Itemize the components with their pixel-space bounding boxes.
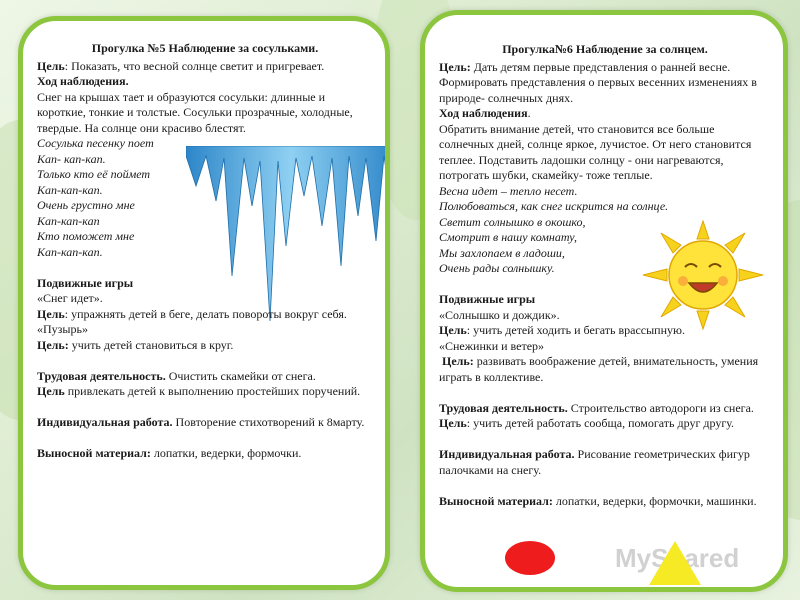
poem-line: Полюбоваться, как снег искрится на солнце. [439,199,669,213]
yellow-triangle-shape [649,541,701,585]
walk-6-title: Прогулка№6 Наблюдение за солнцем. [502,42,708,56]
poem-line: Кто поможет мне [37,229,135,243]
poem-line: Только кто её поймет [37,167,151,181]
poem-line: Светит солнышко в окошко, [439,214,586,229]
observation-text: Снег на крышах тает и образуются сосульки: длинные и короткие, тонкие и толстые. Сосульки прозрачные, холодные, твердые. На солнце они красиво блестят. [37,89,353,135]
labor-goal: Цель привлекать детей к выполнению простейших поручений. [37,384,361,398]
walk-5-content [37,41,373,462]
walk-5-title: Прогулка №5 Наблюдение за сосульками. [91,41,319,55]
game-title: «Солнышко и дождик». [439,307,560,322]
poem-line: Кап- кап-кап. [37,151,106,166]
myshared-watermark: MyShared [615,543,740,573]
poem-line: Мы захлопаем в ладоши, [439,245,565,260]
poem-line: Кап-кап-кап. [37,244,103,259]
game-goal: Цель: развивать воображение детей, внимательность, умения играть в коллективе. [439,354,759,384]
game-goal: Цель: упражнять детей в беге, делать повороты вокруг себя. [37,306,347,321]
individual-work: Индивидуальная работа. Рисование геометрических фигур палочками на снегу. [439,447,750,477]
labor-line: Трудовая деятельность. Строительство автодороги из снега. [439,400,754,415]
walk-6-panel [420,10,788,592]
red-circle-shape [505,541,555,575]
observation-heading: Ход наблюдения. [439,106,531,120]
game-goal: Цель: учить детей ходить и бегать врассыпную. [439,323,685,337]
walk-6-content [439,42,771,509]
games-heading: Подвижные игры [439,292,536,306]
poem-line: Кап-кап-кап. [37,182,103,197]
labor-goal: Цель: учить детей работать сообща, помогать друг другу. [439,416,735,430]
observation-heading: Ход наблюдения. [37,74,129,88]
material-line: Выносной материал: лопатки, ведерки, формочки, машинки. [439,493,757,508]
poem-line: Сосулька песенку поет [37,136,154,150]
poem-line: Очень грустно мне [37,198,135,212]
goal-line: Цель: Дать детям первые представления о ранней весне. Формировать представления о первых весенних изменениях в природе- солнечных днях. [439,59,757,105]
game-title: «Снег идет». [37,291,103,305]
poem-line: Очень рады солнышку. [439,261,555,275]
game-title: «Снежинки и ветер» [439,338,545,353]
individual-work: Индивидуальная работа. Повторение стихотворений к 8марту. [37,415,365,429]
labor-line: Трудовая деятельность. Очистить скамейки от снега. [37,368,316,383]
poem-line: Смотрит в нашу комнату, [439,230,577,244]
observation-text: Обратить внимание детей, что становится все больше солнечных дней, солнце яркое, лучистое. От него становится теплее. Подставить ладошки солнцу - они нагреваются, потрогать шубки, скамейку- тоже теплые. [439,121,752,182]
game-goal: Цель: учить детей становиться в круг. [37,337,234,352]
game-title: «Пузырь» [37,322,88,336]
goal-line: Цель: Показать, что весной солнце светит и пригревает. [37,58,325,73]
poem-line: Кап-кап-кап [37,213,100,228]
walk-5-panel [18,16,390,590]
games-heading: Подвижные игры [37,275,134,290]
material-line: Выносной материал: лопатки, ведерки, формочки. [37,446,302,460]
poem-line: Весна идет – тепло несет. [439,183,578,198]
